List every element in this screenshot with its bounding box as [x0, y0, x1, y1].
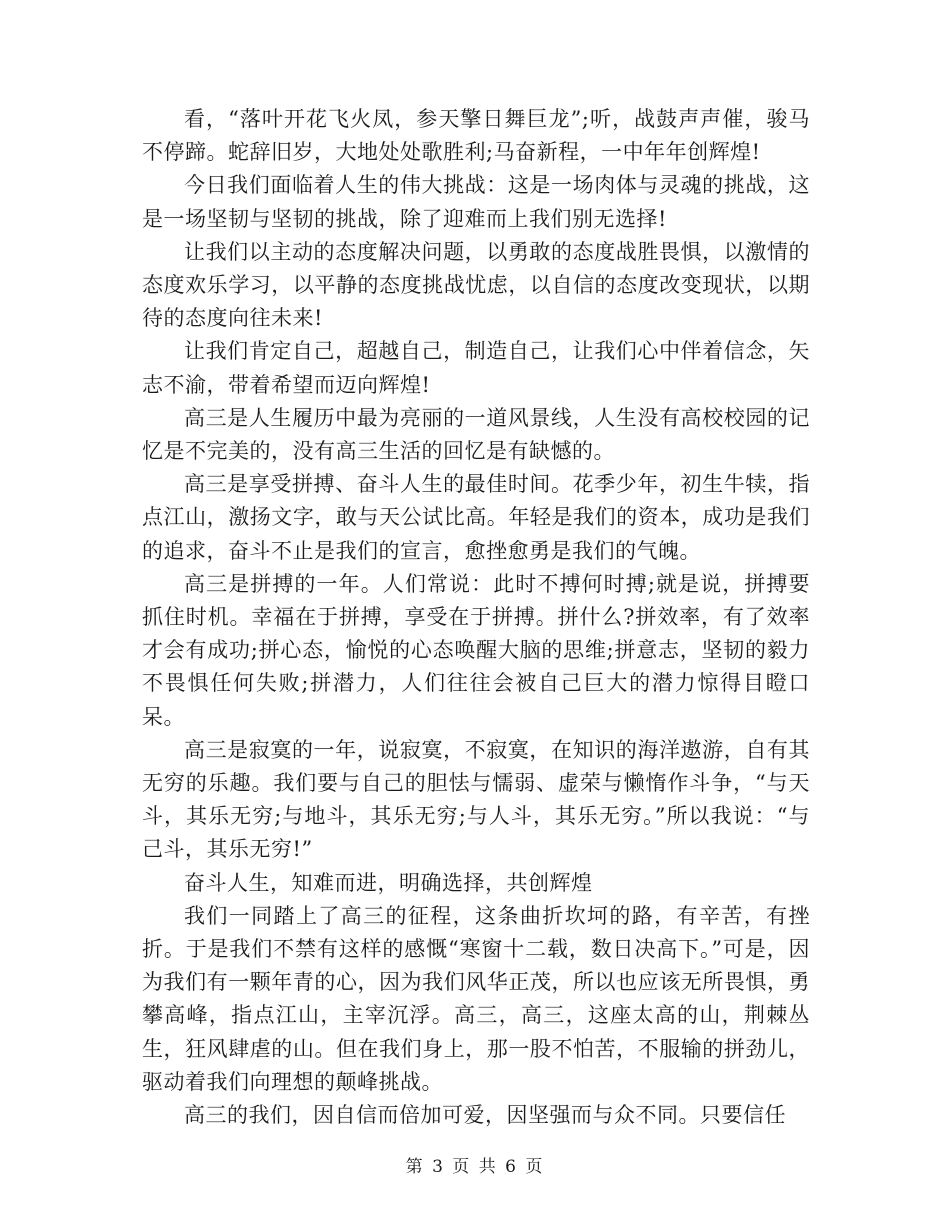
paragraph: 高三是寂寞的一年，说寂寞，不寂寞，在知识的海洋遨游，自有其无穷的乐趣。我们要与自己的胆怯与懦弱、虚荣与懒惰作斗争，“与天斗，其乐无穷;与地斗，其乐无穷;与人斗，其乐无穷。”所以我说：“与己斗，其乐无穷!” — [142, 737, 810, 862]
paragraph: 让我们以主动的态度解决问题，以勇敢的态度战胜畏惧，以激情的态度欢乐学习，以平静的态度挑战忧虑，以自信的态度改变现状，以期待的态度向往未来! — [142, 239, 810, 331]
section-heading: 奋斗人生，知难而进，明确选择，共创辉煌 — [184, 870, 593, 895]
paragraph: 高三的我们，因自信而倍加可爱，因坚强而与众不同。只要信任 — [184, 1103, 786, 1128]
paragraph: 高三是人生履历中最为亮丽的一道风景线，人生没有高校校园的记忆是不完美的，没有高三生活的回忆是有缺憾的。 — [142, 405, 810, 464]
paragraph: 让我们肯定自己，超越自己，制造自己，让我们心中伴着信念，矢志不渝，带着希望而迈向辉煌! — [142, 339, 810, 397]
document-body — [142, 103, 810, 1132]
paragraph: 高三是拼搏的一年。人们常说：此时不搏何时搏;就是说，拼搏要抓住时机。幸福在于拼搏，享受在于拼搏。拼什么?拼效率，有了效率才会有成功;拼心态，愉悦的心态唤醒大脑的思维;拼意志，坚韧的毅力不畏惧任何失败;拼潜力，人们往往会被自己巨大的潜力惊得目瞪口呆。 — [142, 571, 810, 729]
paragraph: 我们一同踏上了高三的征程，这条曲折坎坷的路，有辛苦，有挫折。于是我们不禁有这样的感慨“寒窗十二载，数日决高下。”可是，因为我们有一颗年青的心，因为我们风华正茂，所以也应该无所畏惧，勇攀高峰，指点江山，主宰沉浮。高三，高三，这座太高的山，荆棘丛生，狂风肆虐的山。但在我们身上，那一股不怕苦，不服输的拼劲儿，驱动着我们向理想的颠峰挑战。 — [142, 903, 810, 1094]
paragraph: 看，“落叶开花飞火凤，参天擎日舞巨龙”;听，战鼓声声催，骏马不停蹄。蛇辞旧岁，大地处处歌胜利;马奋新程，一中年年创辉煌! — [142, 107, 810, 165]
paragraph: 高三是享受拼搏、奋斗人生的最佳时间。花季少年，初生牛犊，指点江山，激扬文字，敢与天公试比高。年轻是我们的资本，成功是我们的追求，奋斗不止是我们的宣言，愈挫愈勇是我们的气魄。 — [142, 472, 810, 563]
page-number-footer: 第 3 页 共 6 页 — [405, 1157, 545, 1177]
paragraph: 今日我们面临着人生的伟大挑战：这是一场肉体与灵魂的挑战，这是一场坚韧与坚韧的挑战，除了迎难而上我们别无选择! — [142, 173, 810, 231]
